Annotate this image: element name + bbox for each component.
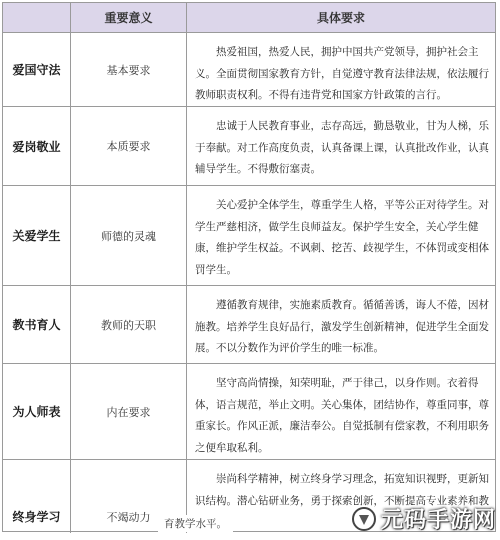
table-header xyxy=(3,3,495,33)
row-requirement: 关心爱护全体学生，尊重学生人格，平等公正对待学生。对学生严慈相济，做学生良师益友。保护学生安全，关心学生健康，维护学生权益。不讽刺、挖苦、歧视学生，不体罚或变相体罚学生。 xyxy=(195,199,489,276)
caption-text: 育教学水平。 xyxy=(158,515,233,532)
header-col1 xyxy=(3,3,71,32)
row-requirement: 遵循教育规律，实施素质教育。循循善诱，诲人不倦，因材施教。培养学生良好品行，激发学生创新精神，促进学生全面发展。不以分数作为评价学生的唯一标准。 xyxy=(195,299,489,354)
row-meaning: 师德的灵魂 xyxy=(71,186,187,285)
row-requirement: 坚守高尚情操，知荣明耻，严于律己，以身作则。衣着得体，语言规范，举止文明。关心集体，团结协作，尊重同事，尊重家长。作风正派，廉洁奉公。自觉抵制有偿家教，不利用职务之便牟取私利。 xyxy=(195,377,489,454)
header-col2: 重要意义 xyxy=(71,3,187,32)
row-requirement: 忠诚于人民教育事业，志存高远，勤恳敬业，甘为人梯，乐于奉献。对工作高度负责，认真备课上课，认真批改作业，认真辅导学生。不得敷衍塞责。 xyxy=(195,120,489,175)
row-meaning: 内在要求 xyxy=(71,364,187,459)
row-meaning: 基本要求 xyxy=(71,33,187,106)
row-title: 爱岗敬业 xyxy=(3,107,71,185)
table-row xyxy=(3,286,495,364)
ethics-table xyxy=(2,2,496,532)
row-requirement: 崇尚科学精神，树立终身学习理念，拓宽知识视野，更新知识结构。潜心钻研业务，勇于探索创新，不断提高专业素养和教 xyxy=(195,473,489,507)
row-meaning: 不竭动力 xyxy=(71,460,187,533)
row-title: 教书育人 xyxy=(3,286,71,363)
row-meaning: 本质要求 xyxy=(71,107,187,185)
row-title: 终身学习 xyxy=(3,460,71,533)
row-requirement: 热爱祖国，热爱人民，拥护中国共产党领导，拥护社会主义。全面贯彻国家教育方针，自觉遵守教育法律法规，依法履行教师职责权利。不得有违背党和国家方针政策的言行。 xyxy=(195,46,489,101)
row-title: 为人师表 xyxy=(3,364,71,459)
watermark xyxy=(351,503,496,534)
table-row xyxy=(3,364,495,460)
table-row xyxy=(3,33,495,107)
table-row xyxy=(3,186,495,286)
table-row xyxy=(3,107,495,186)
watermark-text: 元码手游网 xyxy=(380,508,496,533)
game-logo-icon xyxy=(351,506,377,532)
header-col3: 具体要求 xyxy=(316,11,365,25)
row-title: 爱国守法 xyxy=(3,33,71,106)
row-meaning: 教师的天职 xyxy=(71,286,187,363)
row-title: 关爱学生 xyxy=(3,186,71,285)
